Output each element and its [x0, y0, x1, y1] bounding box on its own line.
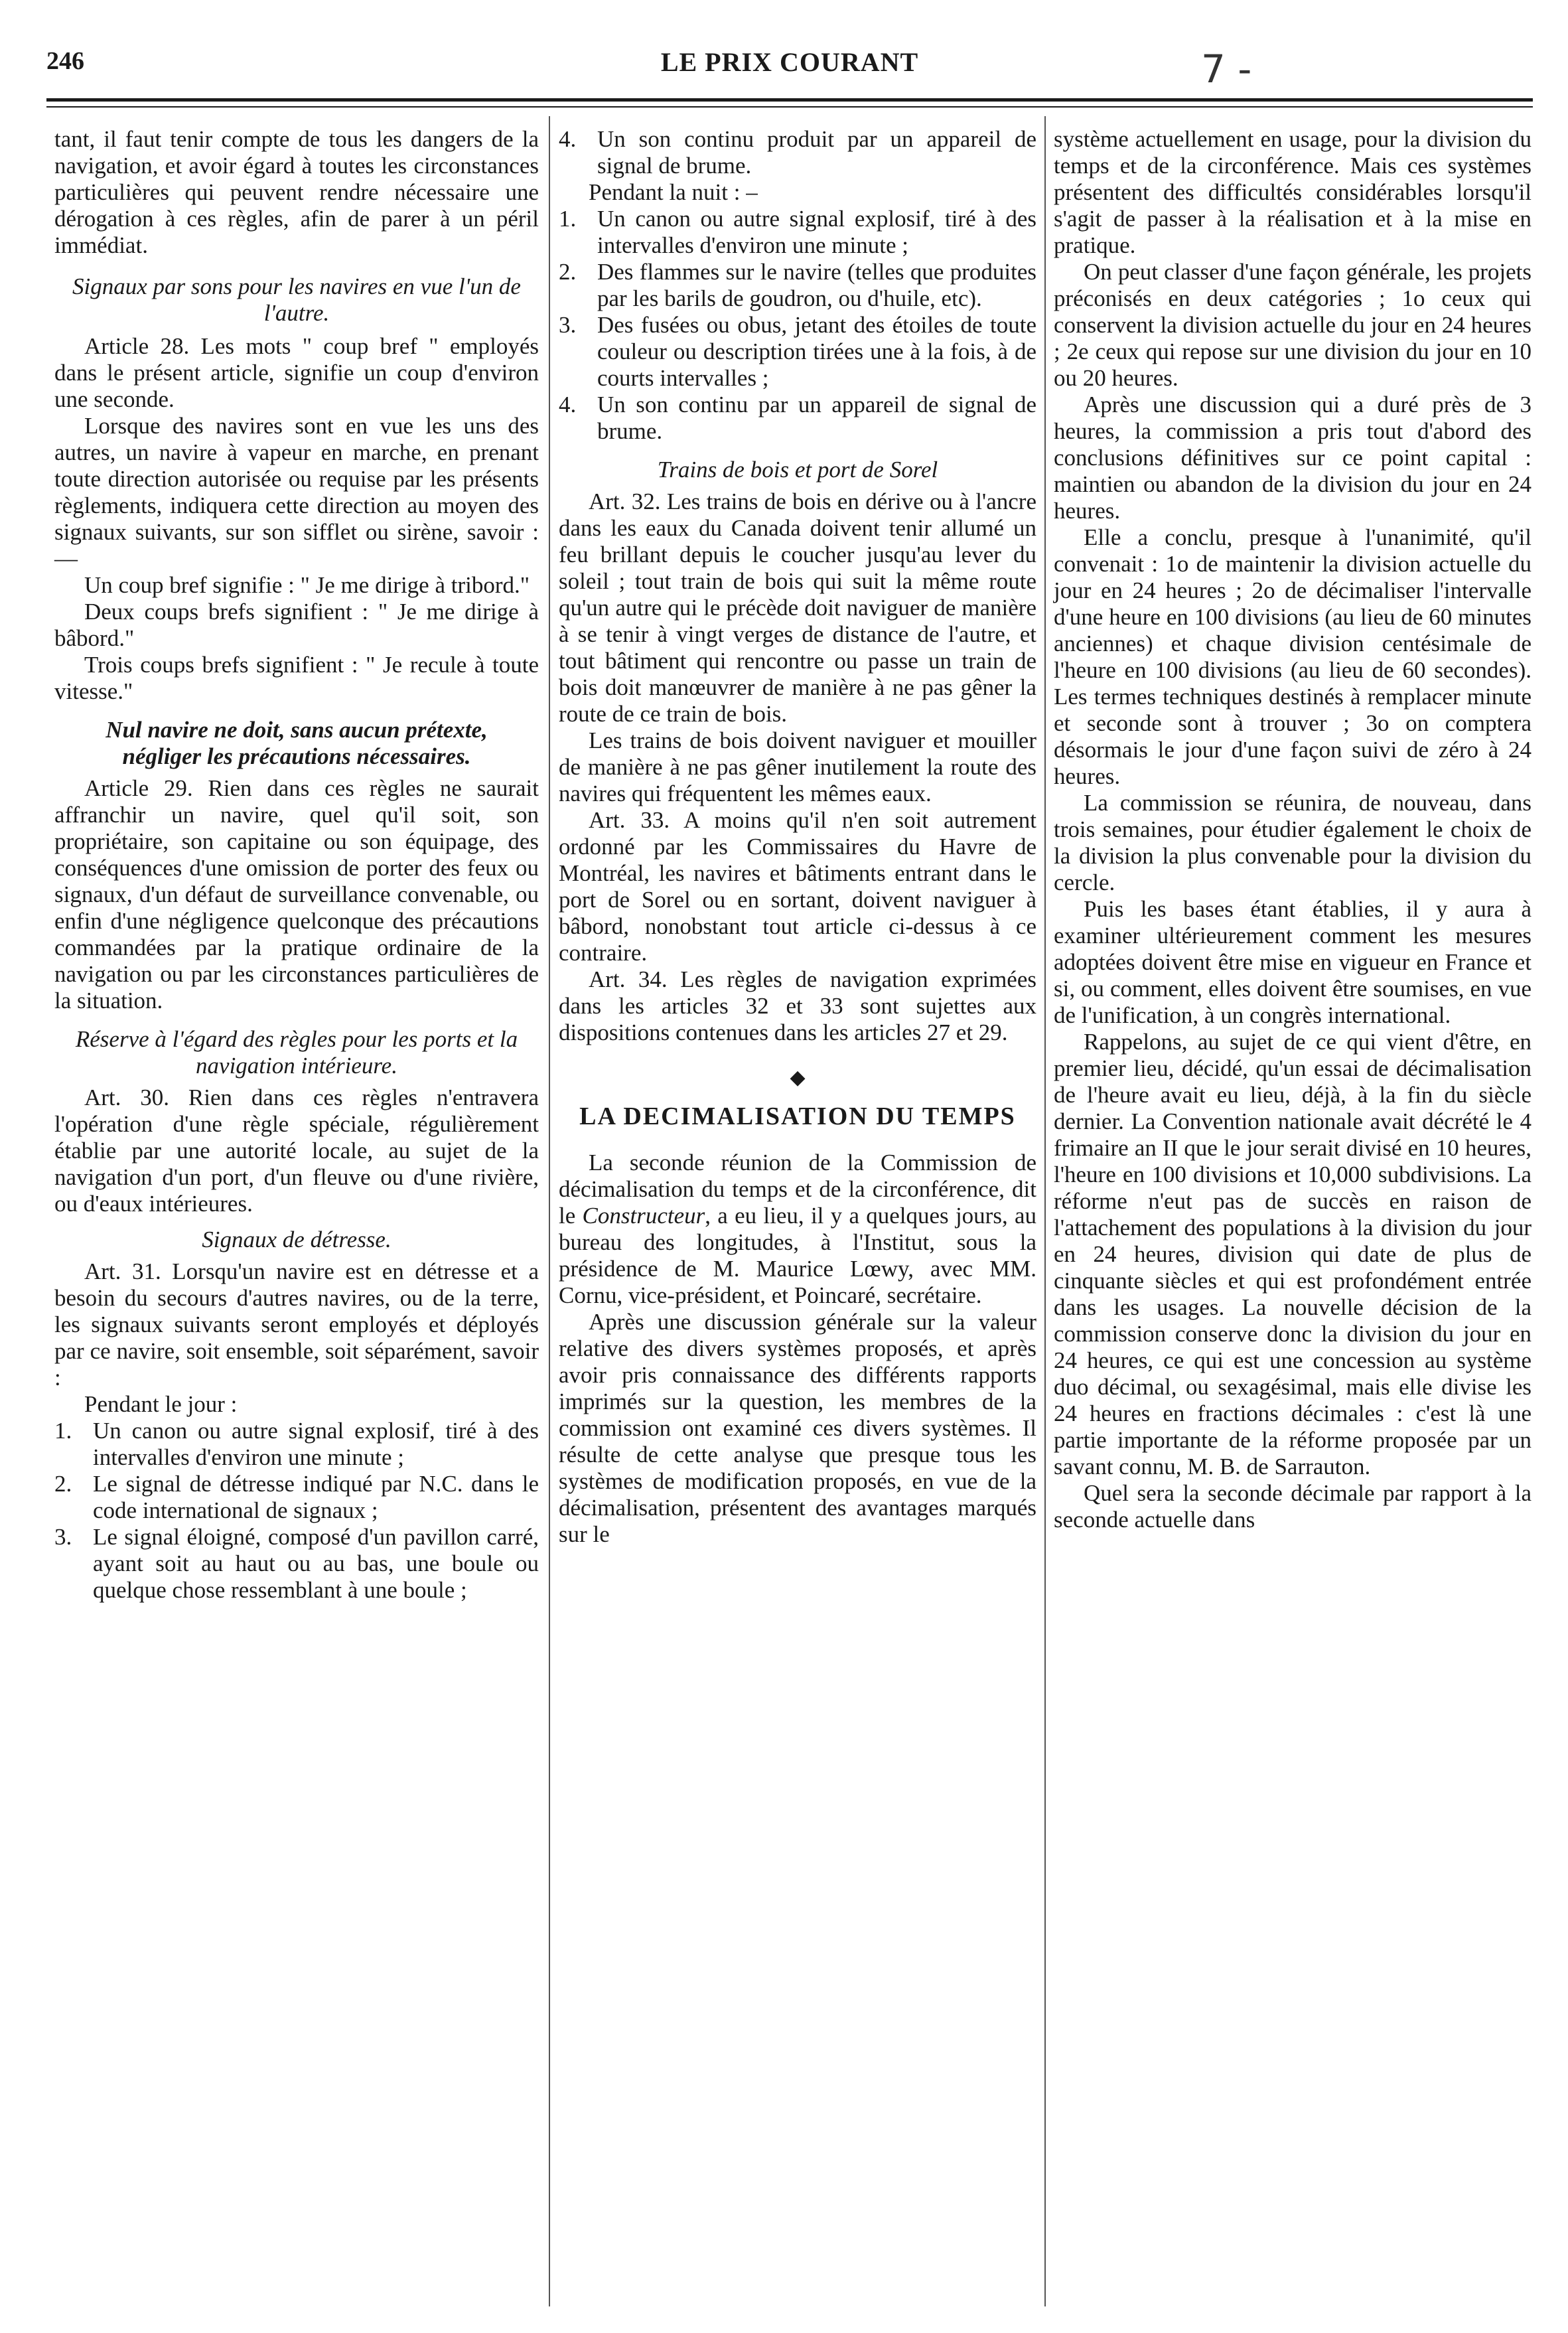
list-item [54, 1524, 539, 1604]
text-run: , a eu lieu, il y a quelques jours, au bureau des longitudes, à l'Institut, sous la présidence de M. Maurice Lœwy, avec MM. Cornu, vice-président, et Poincaré, secrétaire. [559, 1203, 1037, 1308]
paragraph: Article 29. Rien dans ces règles ne saurait affranchir un navire, quel qu'il soit, son propriétaire, son capitaine ou son équipage, des conséquences d'une omission de porter des feux ou signaux, d'un défaut de surveillance convenable, ou enfin d'une négligence quelconque des précautions commandées par la pratique ordinaire de la navigation ou par les circonstances particulières de la situation. [54, 775, 539, 1014]
column-divider-2 [1044, 116, 1046, 2306]
page-number: 246 [46, 47, 84, 75]
paragraph: La commission se réunira, de nouveau, dans trois semaines, pour étudier également le choix de la division la plus convenable pour la division du cercle. [1054, 790, 1532, 895]
list-number: 2. [54, 1471, 72, 1497]
list-item [54, 1471, 539, 1524]
paragraph: Article 28. Les mots " coup bref " employés dans le présent article, signifie un coup d'environ une seconde. [54, 333, 539, 412]
text-column-2 [559, 126, 1036, 1548]
paragraph: tant, il faut tenir compte de tous les dangers de la navigation, et avoir égard à toutes les circonstances particulières qui peuvent rendre nécessaire une dérogation à ces règles, afin de parer à un péril immédiat. [54, 126, 539, 258]
paragraph: système actuellement en usage, pour la division du temps et de la circonférence. Mais ces systèmes présentent des difficultés considérables lorsqu'il s'agit de passer à la réalisation et à la mise en pratique. [1054, 126, 1532, 258]
list-number: 1. [54, 1418, 72, 1444]
list-item [559, 259, 1036, 312]
paragraph: On peut classer d'une façon générale, les projets préconisés en deux catégories ; 1o ceux qui conservent la division actuelle du jour en 24 heures ; 2e ceux qui repose sur une division du jour en 10 ou 20 heures. [1054, 259, 1532, 391]
list-number: 3. [54, 1524, 72, 1550]
list-label: Pendant la nuit : – [589, 179, 758, 205]
paragraph: Art. 31. Lorsqu'un navire est en détresse et a besoin du secours d'autres navires, ou de la terre, les signaux suivants seront employés et déployés par ce navire, soit ensemble, soit séparément, savoir : [54, 1258, 539, 1391]
subheading: Signaux par sons pour les navires en vue l'un de l'autre. [72, 273, 521, 326]
list-text: Un canon ou autre signal explosif, tiré à des intervalles d'environ une minute ; [597, 206, 1036, 258]
list-text: Un canon ou autre signal explosif, tiré à des intervalles d'environ une minute ; [93, 1418, 539, 1470]
paragraph [559, 1150, 1036, 1309]
header-rule-thin [46, 106, 1533, 108]
list-text: Un son continu produit par un appareil de signal de brume. [597, 126, 1036, 179]
paragraph: Art. 30. Rien dans ces règles n'entravera l'opération d'une règle spéciale, régulièrement établie par une autorité locale, au sujet de la navigation d'un port, d'un fleuve ou d'une rivière, ou d'eaux intérieures. [54, 1085, 539, 1217]
column-divider-1 [549, 116, 550, 2306]
list-text: Le signal éloigné, composé d'un pavillon carré, ayant soit au haut ou au bas, une boule ou quelque chose ressemblant à une boule ; [93, 1524, 539, 1603]
section-separator-ornament: ◆ [790, 1067, 806, 1089]
paragraph: Puis les bases étant établies, il y aura à examiner ultérieurement comment les mesures adoptées doivent être mise en vigueur en France et si, ou comment, elles doivent être soumises, en vue de l'unification, à un congrès international. [1054, 896, 1532, 1028]
subheading: Réserve à l'égard des règles pour les ports et la navigation intérieure. [75, 1026, 518, 1079]
list-item [54, 1418, 539, 1471]
paragraph: Art. 34. Les règles de navigation exprimées dans les articles 32 et 33 sont sujettes aux dispositions contenues dans les articles 27 et 29. [559, 966, 1036, 1045]
list-number: 3. [559, 312, 577, 338]
list-number: 4. [559, 126, 577, 152]
handwritten-margin-note: 7 - [1201, 46, 1252, 92]
subheading: Trains de bois et port de Sorel [657, 457, 938, 483]
list-item [559, 312, 1036, 392]
paragraph: Après une discussion générale sur la valeur relative des divers systèmes proposés, et après avoir pris connaissance des différents rapports imprimés sur la question, les membres de la commission ont examiné ces divers systèmes. Il résulte de cette analyse que presque tous les systèmes de modification proposés, en vue de la décimalisation, présentent des avantages marqués sur le [559, 1309, 1036, 1547]
paragraph: Un coup bref signifie : " Je me dirige à tribord." [84, 572, 530, 598]
list-number: 2. [559, 259, 577, 285]
running-title: LE PRIX COURANT [660, 47, 919, 77]
paragraph: Trois coups brefs signifient : " Je recule à toute vitesse." [54, 652, 539, 704]
paragraph: Après une discussion qui a duré près de 3 heures, la commission a pris tout d'abord des conclusions définitives sur ce point capital : maintien ou abandon de la division du jour en 24 heures. [1054, 392, 1532, 524]
header-rule-thick [46, 98, 1533, 102]
paragraph: Art. 32. Les trains de bois en dérive ou à l'ancre dans les eaux du Canada doivent tenir allumé un feu brillant depuis le coucher jusqu'au lever du soleil ; tout train de bois qui suit la même route qu'un autre qui le précède doit naviguer de manière à se tenir à vingt verges de distance de l'autre, et tout bâtiment qui rencontre ou passe un train de bois doit manœuvrer de manière à ne pas gêner la route de ce train de bois. [559, 489, 1036, 727]
list-item [559, 126, 1036, 179]
list-number: 4. [559, 392, 577, 417]
list-text: Le signal de détresse indiqué par N.C. dans le code international de signaux ; [93, 1471, 539, 1523]
list-text: Des flammes sur le navire (telles que produites par les barils de goudron, ou d'huile, etc). [597, 259, 1036, 311]
paragraph: Art. 33. A moins qu'il n'en soit autrement ordonné par les Commissaires du Havre de Montréal, les navires et bâtiments entrant dans le port de Sorel ou en sortant, doivent naviguer à bâbord, nonobstant tout article ci-dessus à ce contraire. [559, 807, 1036, 966]
list-text: Des fusées ou obus, jetant des étoiles de toute couleur ou description tirées une à la fois, à de courts intervalles ; [597, 312, 1036, 391]
text-run: La seconde réunion de la Commission de décimalisation du temps et de la circonférence, dit le [559, 1150, 1036, 1229]
list-item [559, 392, 1036, 445]
paragraph: Deux coups brefs signifient : " Je me dirige à bâbord." [54, 599, 539, 651]
text-column-3 [1054, 126, 1532, 1533]
paragraph: Les trains de bois doivent naviguer et mouiller de manière à ne pas gêner inutilement la route des navires qui fréquentent les mêmes eaux. [559, 727, 1036, 806]
paragraph: Elle a conclu, presque à l'unanimité, qu'il convenait : 1o de maintenir la division actuelle du jour en 24 heures ; 2o de décimaliser l'intervalle d'une heure en 100 divisions (au lieu de 60 minutes anciennes) et chaque division centésimale de l'heure en 100 divisions (au lieu de 60 secondes). Les termes techniques destinés à remplacer minute et seconde sont à trouver ; 3o on comptera désormais le jour d'une façon suivi de zéro à 24 heures. [1054, 524, 1532, 789]
text-column-1 [54, 126, 539, 1604]
paragraph: Rappelons, au sujet de ce qui vient d'être, en premier lieu, décidé, qu'un essai de décimalisation de l'heure avait eu lieu, déjà, à la fin du siècle dernier. La Convention nationale avait décrété le 4 frimaire an II que le jour serait divisé en 10 heures, l'heure en 100 divisions et 10,000 subdivisions. La réforme n'eut pas de succès en raison de l'attachement des populations à la division du jour en 24 heures, division qui date de plus de cinquante siècles et qui est profondément entrée dans les usages. La nouvelle décision de la commission conserve donc la division du jour en 24 heures, ce qui est une concession au système duo décimal, ou sexagésimal, mais elle divise les 24 heures en fractions décimales : c'est là une partie importante de la réforme proposée par un savant connu, M. B. de Sarrauton. [1054, 1029, 1532, 1479]
list-number: 1. [559, 206, 577, 232]
paragraph: Quel sera la seconde décimale par rapport à la seconde actuelle dans [1054, 1480, 1532, 1533]
subheading: Signaux de détresse. [202, 1227, 392, 1252]
list-text: Un son continu par un appareil de signal de brume. [597, 392, 1036, 444]
subheading: Nul navire ne doit, sans aucun prétexte, négliger les précautions nécessaires. [106, 717, 488, 769]
page-header [46, 46, 1533, 100]
paragraph: Lorsque des navires sont en vue les uns des autres, un navire à vapeur en marche, en prenant toute direction autorisée ou requise par les présents règlements, indiquera cette direction au moyen des signaux suivants, sur son sifflet ou sirène, savoir :— [54, 413, 539, 571]
emphasis-text: Constructeur [582, 1203, 705, 1229]
list-item [559, 206, 1036, 259]
list-label: Pendant le jour : [84, 1391, 238, 1417]
section-title: LA DECIMALISATION DU TEMPS [579, 1102, 1016, 1130]
